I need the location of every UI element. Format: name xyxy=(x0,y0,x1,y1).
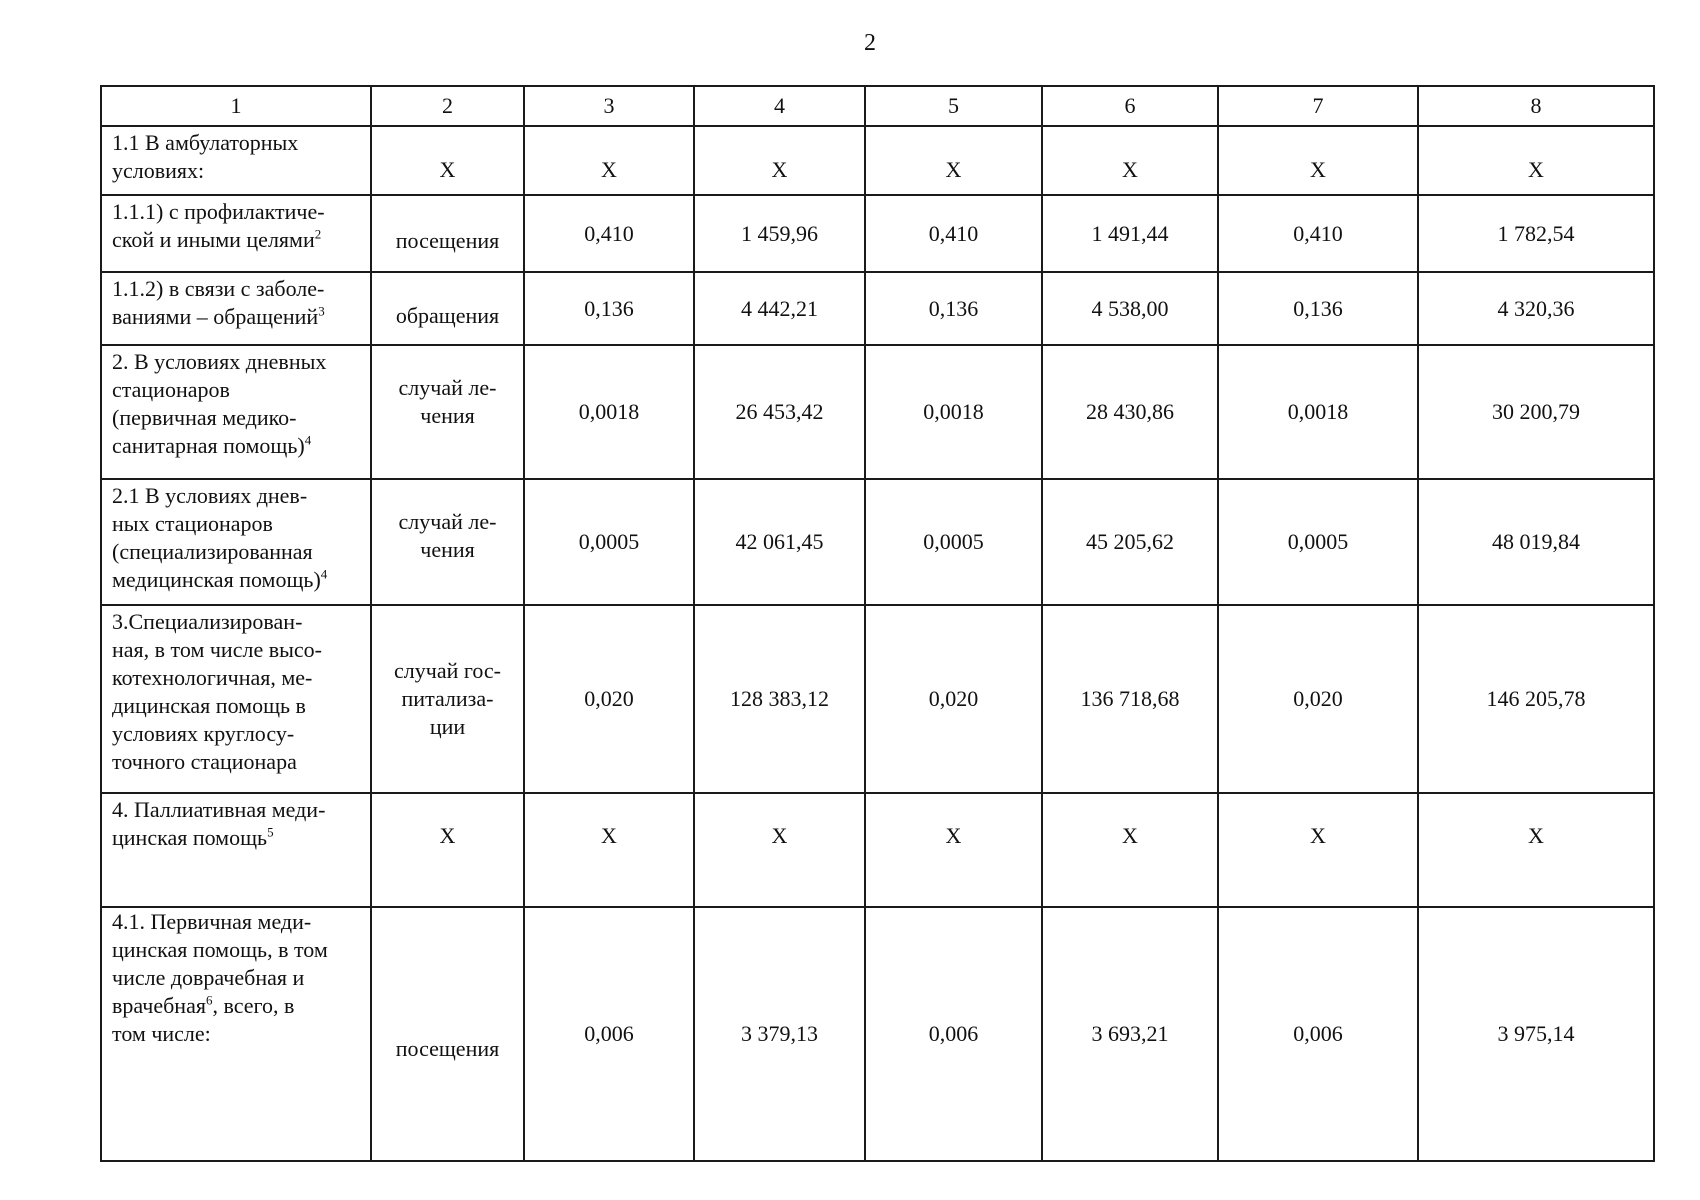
value-cell: Х xyxy=(694,793,865,907)
unit-cell: случай ле- чения xyxy=(371,479,524,605)
value-cell: 146 205,78 xyxy=(1418,605,1654,793)
value-cell: 3 975,14 xyxy=(1418,907,1654,1161)
row-name: 1.1.1) с профилактиче- ской и иными целями xyxy=(112,199,325,252)
value-cell: Х xyxy=(1042,126,1218,195)
row-name-cell xyxy=(101,479,371,605)
unit-label: посещения xyxy=(395,1036,500,1061)
row-name-cell xyxy=(101,272,371,345)
unit-cell: случай гос- питализа- ции xyxy=(371,605,524,793)
value-cell: 0,136 xyxy=(524,272,694,345)
unit-cell xyxy=(371,907,524,1161)
value-cell: 0,410 xyxy=(524,195,694,272)
value-cell: 1 782,54 xyxy=(1418,195,1654,272)
value-cell: 48 019,84 xyxy=(1418,479,1654,605)
unit-cell: Х xyxy=(371,126,524,195)
row-name: 3.Специализирован- ная, в том числе высо- котехнологичная, ме- дицинская помощь в условиях круглосу- точного стационара xyxy=(112,609,322,774)
header-cell-8: 8 xyxy=(1418,86,1654,126)
value-cell: 26 453,42 xyxy=(694,345,865,479)
unit-label: обращения xyxy=(395,302,500,328)
value-cell: Х xyxy=(1218,793,1418,907)
table-row xyxy=(101,479,1654,605)
header-cell-6: 6 xyxy=(1042,86,1218,126)
row-name: 2.1 В условиях днев- ных стационаров (специализированная медицинская помощь) xyxy=(112,483,321,592)
footnote-marker: 4 xyxy=(320,566,328,582)
value-cell: 0,0005 xyxy=(865,479,1042,605)
row-name-cell xyxy=(101,345,371,479)
row-name: 1.1 В амбулаторных условиях: xyxy=(112,130,299,183)
tariff-table xyxy=(100,85,1655,1162)
page-number: 2 xyxy=(864,30,876,56)
value-cell: 4 442,21 xyxy=(694,272,865,345)
table-row xyxy=(101,345,1654,479)
value-cell: Х xyxy=(865,126,1042,195)
tariff-table-container xyxy=(100,85,1653,1162)
value-cell: Х xyxy=(1418,126,1654,195)
table-row xyxy=(101,272,1654,345)
value-cell: 0,0005 xyxy=(1218,479,1418,605)
row-name-cell xyxy=(101,793,371,907)
value-cell: Х xyxy=(694,126,865,195)
value-cell: 128 383,12 xyxy=(694,605,865,793)
header-cell-5: 5 xyxy=(865,86,1042,126)
value-cell: Х xyxy=(865,793,1042,907)
row-name-cell xyxy=(101,126,371,195)
value-cell: 30 200,79 xyxy=(1418,345,1654,479)
footnote-marker: 6 xyxy=(205,992,213,1008)
value-cell: Х xyxy=(1218,126,1418,195)
header-cell-7: 7 xyxy=(1218,86,1418,126)
row-name-cell xyxy=(101,605,371,793)
value-cell: 0,020 xyxy=(1218,605,1418,793)
value-cell: 4 538,00 xyxy=(1042,272,1218,345)
value-cell: 0,006 xyxy=(524,907,694,1161)
unit-cell: случай ле- чения xyxy=(371,345,524,479)
row-name-continued: , всего, в том числе: xyxy=(112,993,295,1046)
value-cell: 0,006 xyxy=(1218,907,1418,1161)
value-cell: Х xyxy=(1042,793,1218,907)
value-cell: 3 693,21 xyxy=(1042,907,1218,1161)
header-cell-3: 3 xyxy=(524,86,694,126)
value-cell: 42 061,45 xyxy=(694,479,865,605)
value-cell: 0,0018 xyxy=(865,345,1042,479)
row-name: 2. В условиях дневных стационаров (первичная медико- санитарная помощь) xyxy=(112,349,327,458)
value-cell: 0,020 xyxy=(865,605,1042,793)
value-cell: 0,136 xyxy=(865,272,1042,345)
unit-cell xyxy=(371,195,524,272)
value-cell: 3 379,13 xyxy=(694,907,865,1161)
table-header-row xyxy=(101,86,1654,126)
row-name-cell xyxy=(101,195,371,272)
header-cell-2: 2 xyxy=(371,86,524,126)
row-name-cell xyxy=(101,907,371,1161)
footnote-marker: 2 xyxy=(314,226,322,242)
value-cell: 136 718,68 xyxy=(1042,605,1218,793)
footnote-marker: 3 xyxy=(318,303,325,319)
row-name: 1.1.2) в связи с заболе- ваниями – обращений xyxy=(112,276,325,329)
value-cell: 0,136 xyxy=(1218,272,1418,345)
table-row xyxy=(101,793,1654,907)
value-cell: 0,0018 xyxy=(524,345,694,479)
header-cell-4: 4 xyxy=(694,86,865,126)
value-cell: 0,410 xyxy=(1218,195,1418,272)
header-cell-1: 1 xyxy=(101,86,371,126)
unit-cell xyxy=(371,272,524,345)
unit-cell: Х xyxy=(371,793,524,907)
table-row xyxy=(101,605,1654,793)
value-cell: 1 459,96 xyxy=(694,195,865,272)
value-cell: 0,0005 xyxy=(524,479,694,605)
row-name: 4. Паллиативная меди- цинская помощь xyxy=(112,797,326,850)
value-cell: Х xyxy=(524,793,694,907)
value-cell: 1 491,44 xyxy=(1042,195,1218,272)
table-row xyxy=(101,195,1654,272)
value-cell: 0,410 xyxy=(865,195,1042,272)
value-cell: 0,020 xyxy=(524,605,694,793)
value-cell: 28 430,86 xyxy=(1042,345,1218,479)
row-name: 4.1. Первичная меди- цинская помощь, в том числе доврачебная и врачебная xyxy=(112,909,328,1018)
value-cell: 4 320,36 xyxy=(1418,272,1654,345)
footnote-marker: 4 xyxy=(304,432,312,448)
value-cell: Х xyxy=(524,126,694,195)
value-cell: Х xyxy=(1418,793,1654,907)
value-cell: 0,006 xyxy=(865,907,1042,1161)
value-cell: 45 205,62 xyxy=(1042,479,1218,605)
value-cell: 0,0018 xyxy=(1218,345,1418,479)
unit-label: посещения xyxy=(395,227,500,253)
footnote-marker: 5 xyxy=(267,824,274,840)
table-row xyxy=(101,126,1654,195)
table-row xyxy=(101,907,1654,1161)
